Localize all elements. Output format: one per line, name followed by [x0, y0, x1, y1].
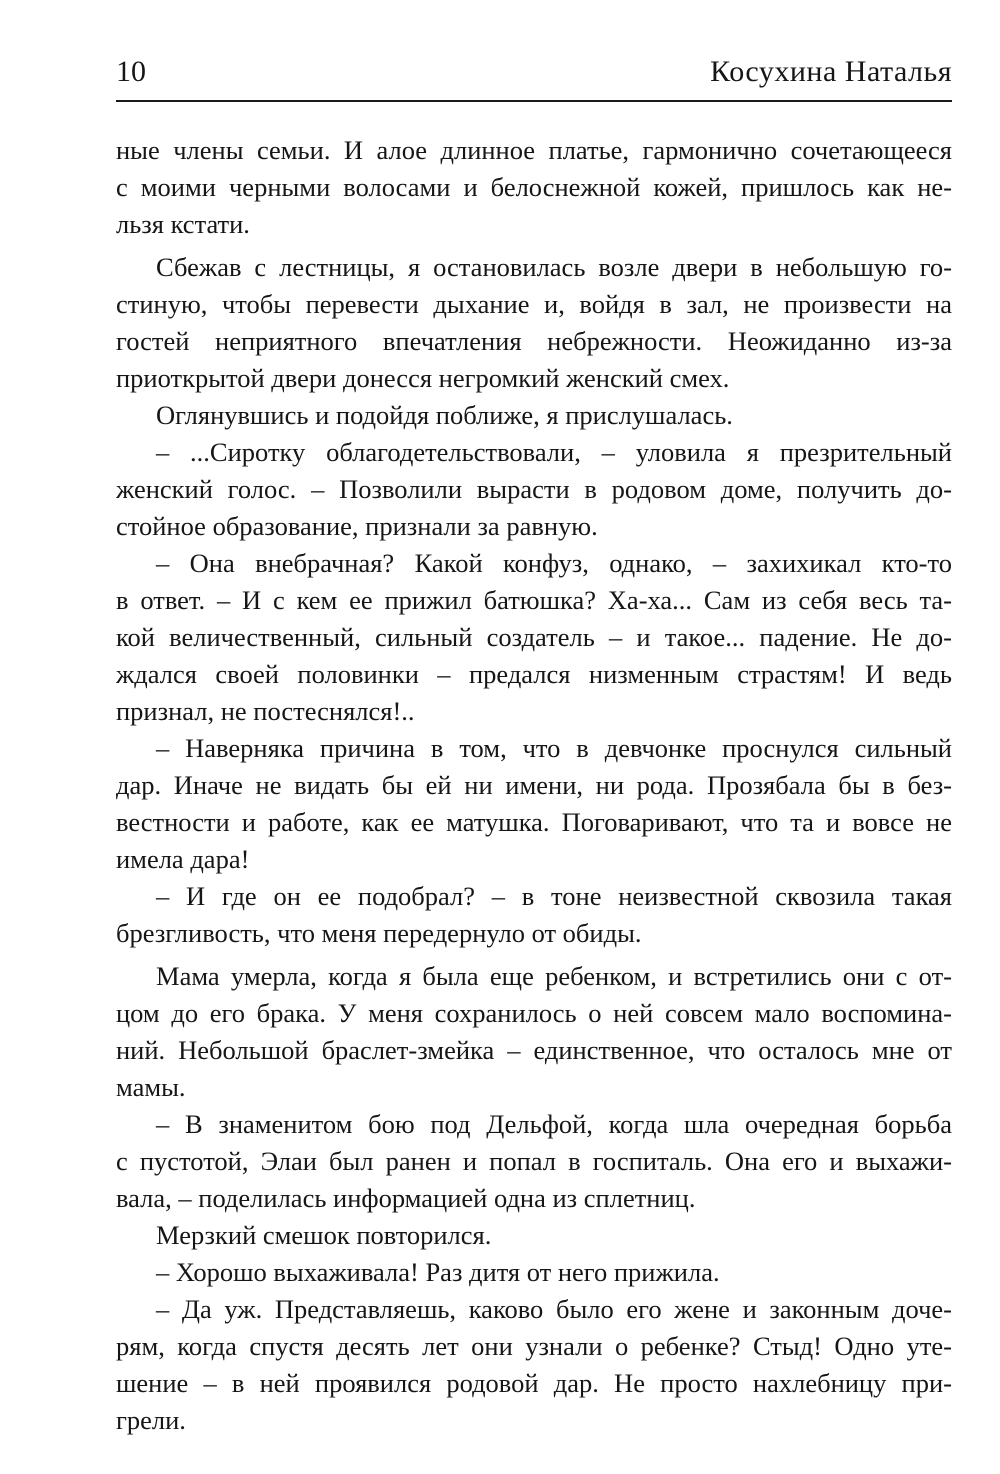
text-line: цом до его брака. У меня сохранилось о ней совсем мало воспомина- — [116, 998, 952, 1028]
text-line: Мерзкий смешок повторился. — [156, 1220, 492, 1250]
text-line: ждался своей половинки – предался низменным страстям! И ведь — [116, 659, 952, 689]
text-line: приоткрытой двери донесся негромкий женский смех. — [116, 363, 730, 393]
text-line: в ответ. – И с кем ее прижил батюшка? Ха-ха... Сам из себя весь та- — [116, 585, 952, 615]
page-header — [116, 52, 952, 98]
text-line: кой величественный, сильный создатель – и такое... падение. Не до- — [116, 622, 952, 652]
page-number: 10 — [116, 55, 146, 88]
header-rule — [116, 100, 952, 102]
text-line: – ...Сиротку облагодетельствовали, – уловила я презрительный — [156, 437, 952, 467]
text-line: – Она внебрачная? Какой конфуз, однако, – захихикал кто-то — [156, 548, 952, 578]
text-line: брезгливость, что меня передернуло от обиды. — [116, 918, 642, 948]
text-line: стойное образование, признали за равную. — [116, 511, 598, 541]
text-line: вала, – поделилась информацией одна из сплетниц. — [116, 1183, 696, 1213]
text-line: стиную, чтобы перевести дыхание и, войдя в зал, не произвести на — [116, 289, 952, 319]
text-line: дар. Иначе не видать бы ей ни имени, ни рода. Прозябала бы в без- — [116, 770, 952, 800]
text-line: грели. — [116, 1405, 186, 1435]
text-line: женский голос. – Позволили вырасти в родовом доме, получить до- — [116, 474, 952, 504]
text-line: Оглянувшись и подойдя поближе, я прислушалась. — [156, 400, 733, 430]
text-line: гостей неприятного впечатления небрежности. Неожиданно из-за — [116, 326, 952, 356]
text-line: имела дара! — [116, 844, 250, 874]
text-line: льзя кстати. — [116, 209, 250, 239]
text-line: ные члены семьи. И алое длинное платье, гармонично сочетающееся — [116, 135, 952, 165]
running-title: Косухина Наталья — [710, 55, 952, 88]
text-line: – Хорошо выхаживала! Раз дитя от него прижила. — [156, 1257, 720, 1287]
text-line: с пустотой, Элаи был ранен и попал в госпиталь. Она его и выхажи- — [116, 1146, 952, 1176]
text-line: рям, когда спустя десять лет они узнали о ребенке? Стыд! Одно уте- — [116, 1331, 952, 1361]
text-line: шение – в ней проявился родовой дар. Не просто нахлебницу при- — [116, 1368, 952, 1398]
text-line: – В знаменитом бою под Дельфой, когда шла очередная борьба — [156, 1109, 952, 1139]
text-line: мамы. — [116, 1072, 186, 1102]
text-line: вестности и работе, как ее матушка. Поговаривают, что та и вовсе не — [116, 807, 952, 837]
text-line: признал, не постеснялся!.. — [116, 696, 415, 726]
text-line: – Да уж. Представляешь, каково было его жене и законным доче- — [156, 1294, 952, 1324]
text-line: Мама умерла, когда я была еще ребенком, и встретились они с от- — [156, 961, 952, 991]
text-line: ний. Небольшой браслет-змейка – единственное, что осталось мне от — [116, 1035, 952, 1065]
body-text — [116, 132, 952, 1439]
text-line: с моими черными волосами и белоснежной кожей, пришлось как не- — [116, 172, 952, 202]
text-line: – И где он ее подобрал? – в тоне неизвестной сквозила такая — [156, 881, 952, 911]
text-line: Сбежав с лестницы, я остановилась возле двери в небольшую го- — [156, 252, 952, 282]
text-line: – Наверняка причина в том, что в девчонке проснулся сильный — [156, 733, 952, 763]
